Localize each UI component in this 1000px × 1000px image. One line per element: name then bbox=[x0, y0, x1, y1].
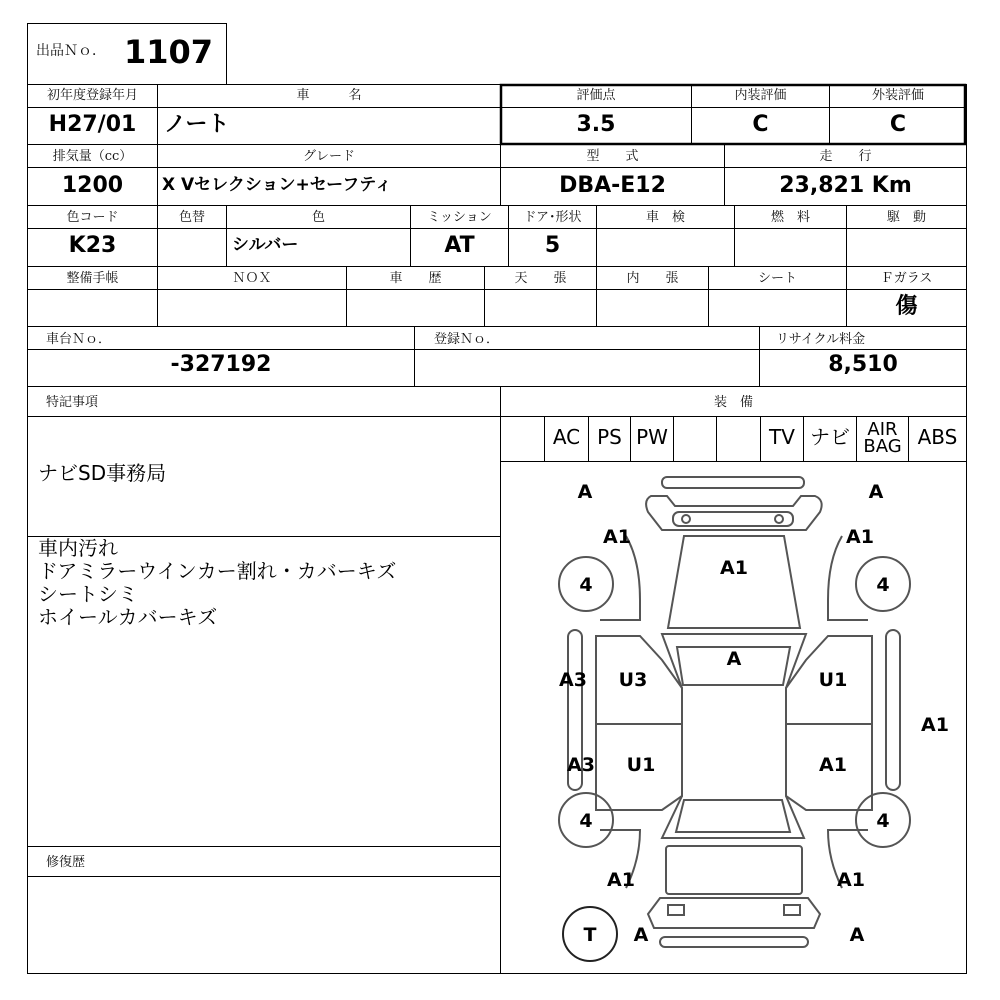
mark-left-rocker-front: A3 bbox=[559, 669, 587, 691]
car-name-label: 車 名 bbox=[296, 88, 362, 103]
recycle-fee-label: リサイクル料金 bbox=[776, 332, 866, 347]
history-label: 車 歴 bbox=[389, 271, 442, 286]
f-glass-label: Ｆガラス bbox=[880, 271, 933, 286]
model-label: 型 式 bbox=[586, 149, 639, 164]
model-value: DBA-E12 bbox=[559, 173, 666, 198]
doors-label: ドア･形状 bbox=[523, 210, 582, 225]
mark-hood: A1 bbox=[720, 557, 748, 579]
equipment-ac: AC bbox=[552, 425, 581, 449]
inspection-label: 車 検 bbox=[645, 210, 685, 225]
color-code-value: K23 bbox=[68, 233, 117, 258]
f-glass-value: 傷 bbox=[895, 293, 918, 319]
recycle-fee-value: 8,510 bbox=[828, 352, 898, 377]
displacement-label: 排気量（cc） bbox=[52, 149, 133, 164]
equipment-navi: ナビ bbox=[810, 425, 850, 449]
color-code-label: 色コード bbox=[66, 210, 119, 225]
reg-no-label: 登録Ｎｏ． bbox=[434, 332, 500, 347]
interior-value: C bbox=[752, 112, 769, 137]
mark-rear-right-corner: A bbox=[849, 924, 865, 946]
lot-number: 1107 bbox=[124, 33, 214, 71]
doors-value: 5 bbox=[544, 233, 561, 258]
equipment-abs: ABS bbox=[917, 425, 958, 449]
equipment-ps: PS bbox=[597, 425, 622, 449]
mark-windshield: A bbox=[726, 648, 742, 670]
exterior-value: C bbox=[889, 112, 907, 137]
color-label: 色 bbox=[311, 210, 325, 225]
seat-label: シート bbox=[757, 271, 797, 286]
color-change-label: 色替 bbox=[178, 210, 205, 225]
mark-right-front-fender: A1 bbox=[846, 526, 874, 548]
interior-lining-label: 内 張 bbox=[626, 271, 679, 286]
equipment-pw: PW bbox=[636, 425, 668, 449]
equipment-tv: TV bbox=[769, 425, 795, 449]
notes-item: シートシミ bbox=[38, 582, 138, 606]
car-name-value: ノート bbox=[164, 112, 230, 137]
mark-right-rocker: A1 bbox=[921, 714, 949, 736]
mark-right-front-door: U1 bbox=[818, 669, 848, 691]
mark-rear-left-corner: A bbox=[633, 924, 649, 946]
transmission-value: AT bbox=[444, 233, 475, 258]
mark-wheel-fr: 4 bbox=[876, 574, 890, 596]
score-value: 3.5 bbox=[576, 112, 616, 137]
chassis-no-value: -327192 bbox=[170, 352, 272, 377]
mark-left-rear-fender: A1 bbox=[607, 869, 635, 891]
equipment-label: 装 備 bbox=[713, 395, 753, 410]
mark-left-rear-door: U1 bbox=[626, 754, 656, 776]
drive-label: 駆 動 bbox=[886, 210, 926, 225]
mark-wheel-fl: 4 bbox=[579, 574, 593, 596]
notes-item: ドアミラーウインカー割れ・カバーキズ bbox=[38, 559, 397, 583]
airbag-line-2: BAG bbox=[863, 436, 902, 457]
transmission-label: ミッション bbox=[427, 210, 492, 225]
notes-item: ホイールカバーキズ bbox=[38, 605, 218, 629]
displacement-value: 1200 bbox=[61, 173, 124, 198]
interior-label: 内装評価 bbox=[734, 88, 787, 103]
mark-left-front-door: U3 bbox=[618, 669, 648, 691]
mark-wheel-rr: 4 bbox=[876, 810, 890, 832]
airbag-line-1: AIR bbox=[867, 419, 898, 440]
lot-number-label: 出品Ｎｏ． bbox=[36, 43, 106, 59]
color-value: シルバー bbox=[232, 235, 299, 255]
mark-front-left-corner: A bbox=[577, 481, 593, 503]
grade-label: グレード bbox=[302, 149, 355, 164]
repair-history-label: 修復歴 bbox=[46, 855, 86, 870]
mileage-value: 23,821 Km bbox=[779, 173, 912, 198]
mark-right-rear-door: A1 bbox=[819, 754, 847, 776]
reg-year-label: 初年度登録年月 bbox=[46, 88, 138, 103]
mark-left-rocker-rear: A3 bbox=[567, 754, 595, 776]
notes-label: 特記事項 bbox=[46, 395, 99, 410]
mark-right-rear-fender: A1 bbox=[837, 869, 865, 891]
notes-line-1: ナビSD事務局 bbox=[38, 461, 167, 485]
notes-item: 車内汚れ bbox=[38, 536, 118, 560]
mileage-label: 走 行 bbox=[819, 149, 872, 164]
score-label: 評価点 bbox=[576, 88, 616, 103]
mark-front-right-corner: A bbox=[868, 481, 884, 503]
fuel-label: 燃 料 bbox=[770, 210, 810, 225]
mark-spare: T bbox=[583, 924, 597, 946]
reg-year-value: H27/01 bbox=[48, 112, 137, 137]
maintenance-label: 整備手帳 bbox=[66, 271, 119, 286]
grade-value: X Vセレクション+セーフティ bbox=[162, 175, 392, 195]
chassis-no-label: 車台Ｎｏ． bbox=[46, 332, 112, 347]
mark-left-front-fender: A1 bbox=[603, 526, 631, 548]
exterior-label: 外装評価 bbox=[871, 88, 924, 103]
nox-label: ＮＯＸ bbox=[232, 271, 272, 286]
mark-wheel-rl: 4 bbox=[579, 810, 593, 832]
roof-label: 天 張 bbox=[514, 271, 567, 286]
